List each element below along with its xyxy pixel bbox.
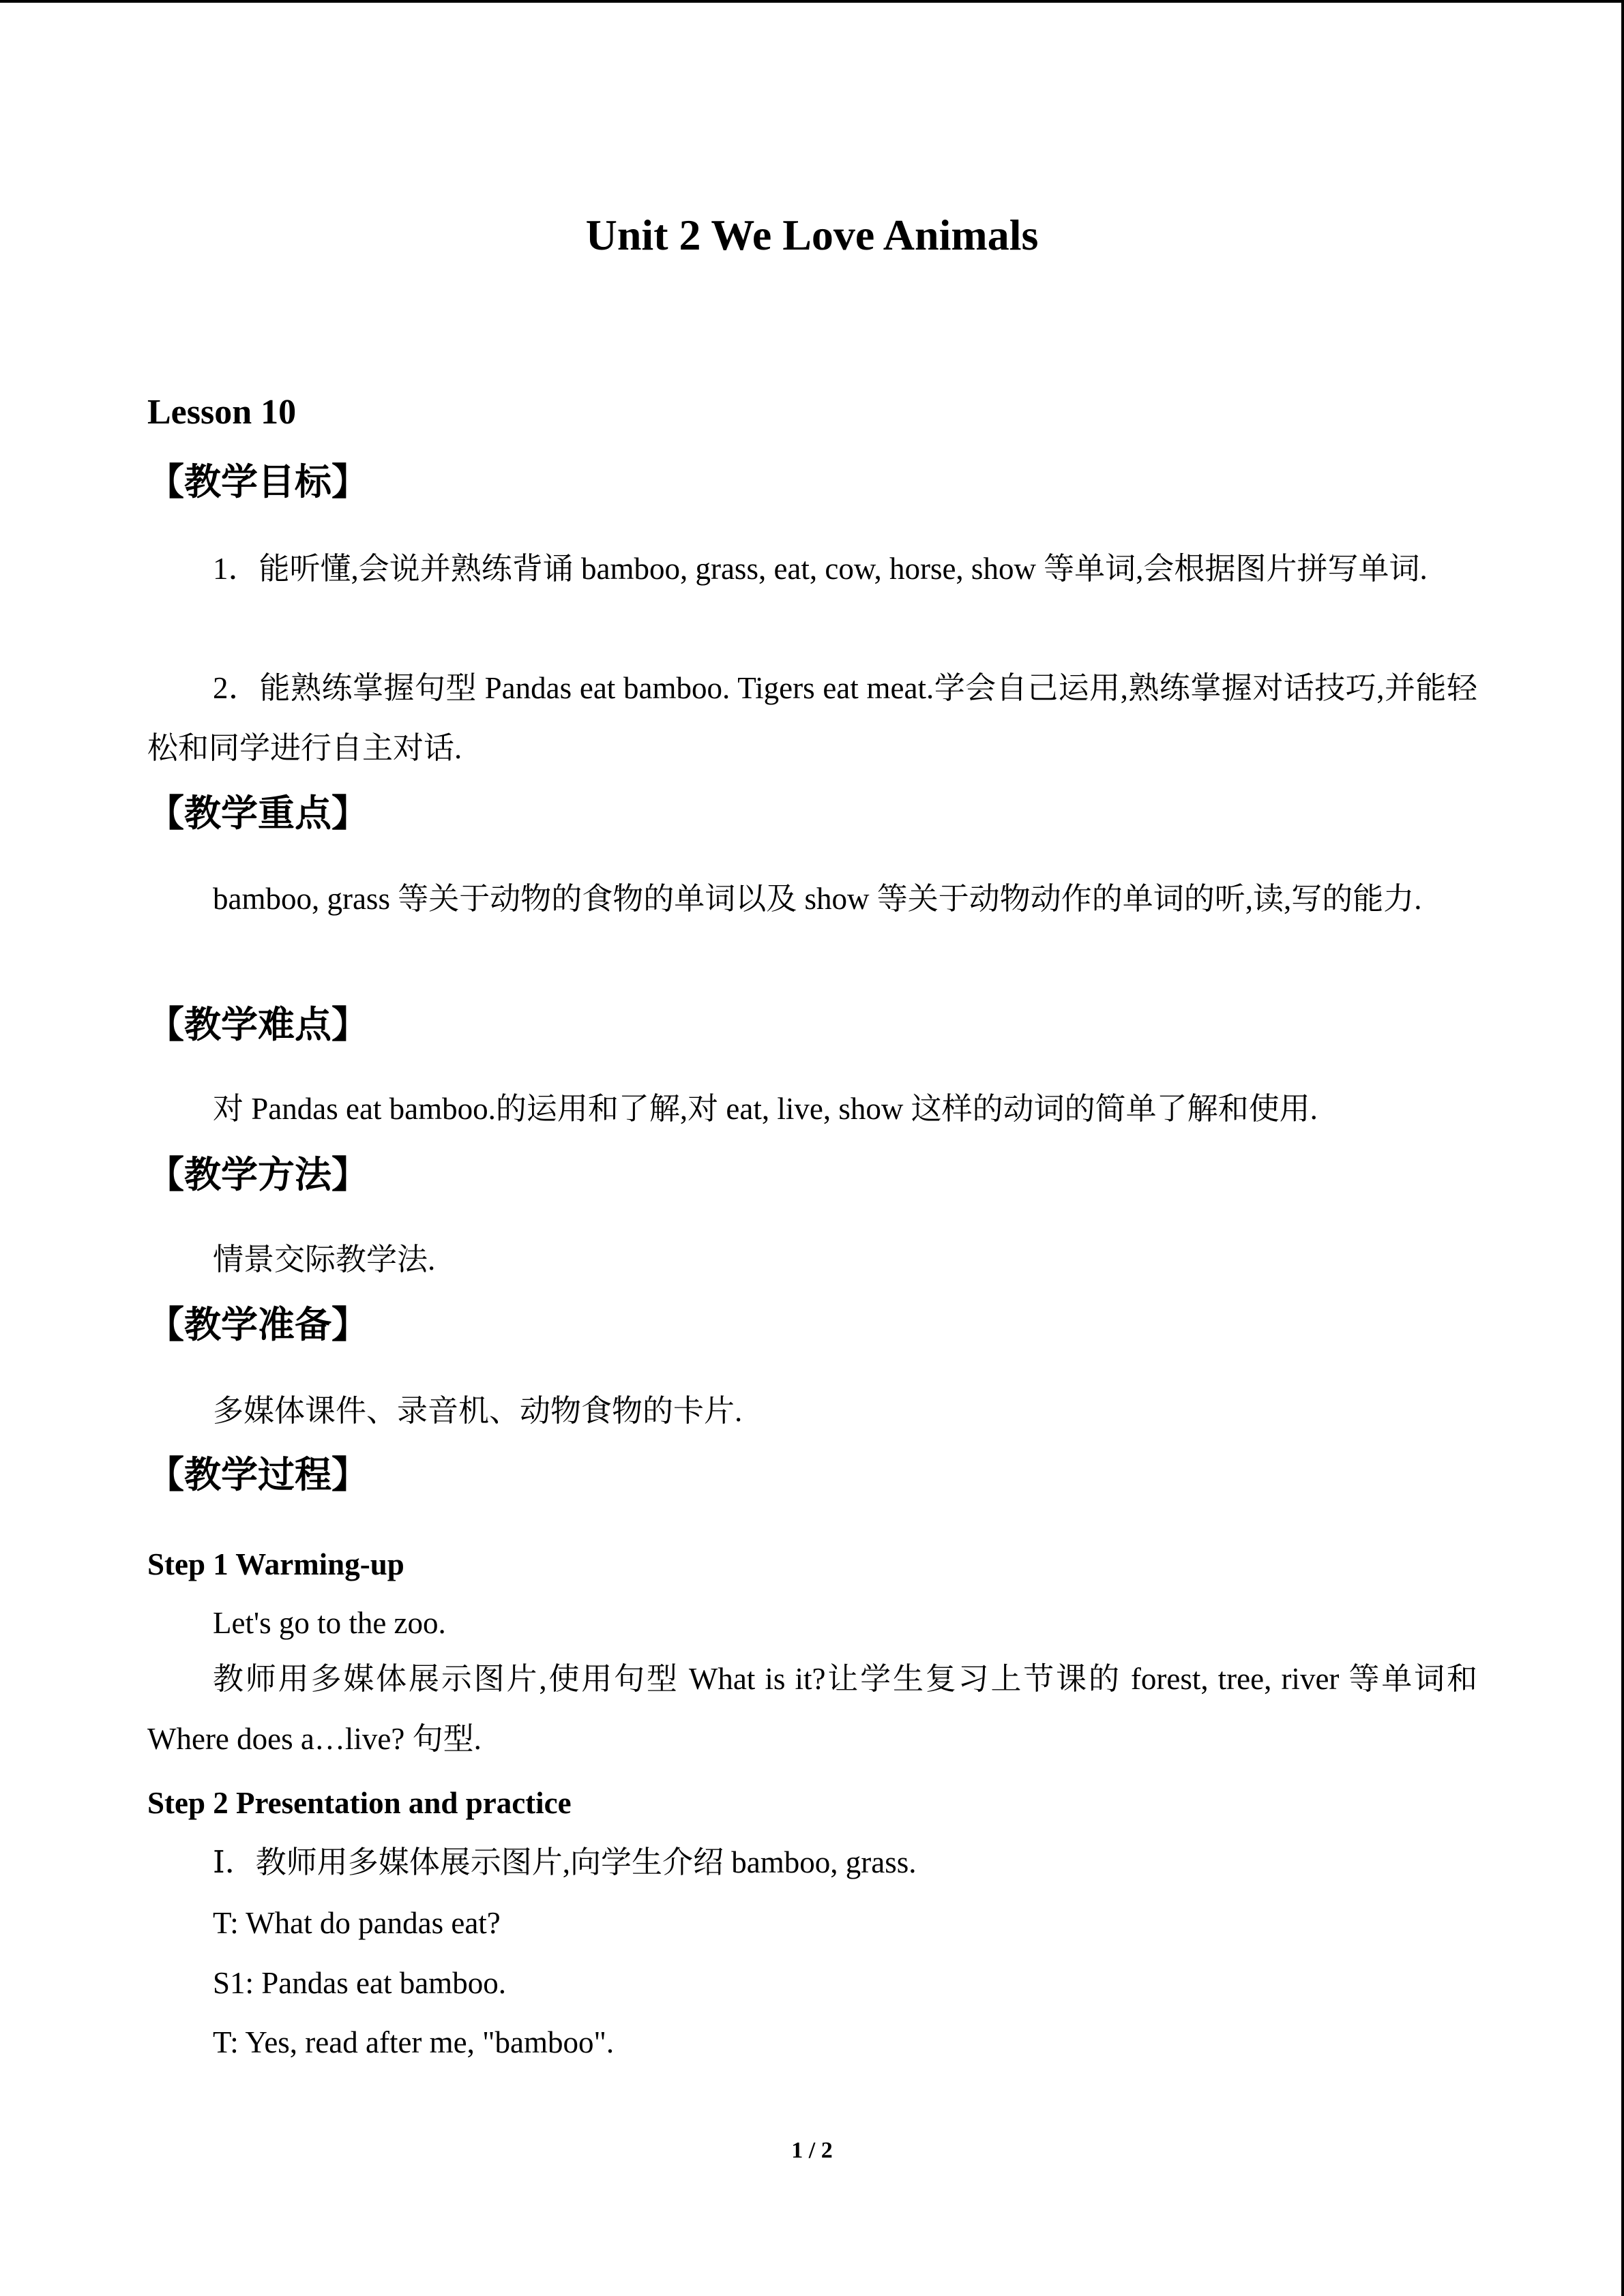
objectives-heading: 【教学目标】 — [147, 460, 368, 503]
step-2-title: Step 2 Presentation and practice — [147, 1786, 572, 1820]
step-2-line-2: T: What do pandas eat? — [213, 1906, 501, 1940]
page-border-top — [0, 0, 1624, 3]
preparation-heading: 【教学准备】 — [147, 1303, 368, 1346]
process-heading: 【教学过程】 — [147, 1453, 368, 1496]
key-points-heading: 【教学重点】 — [147, 792, 368, 835]
step-1-paragraph: 教师用多媒体展示图片,使用句型 What is it?让学生复习上节课的 forest, tree, river 等单词和 Where does a…live? 句型. — [147, 1662, 1477, 1756]
methods-text: 情景交际教学法. — [213, 1242, 436, 1277]
document-title: Unit 2 We Love Animals — [585, 211, 1039, 259]
step-2-line-3: S1: Pandas eat bamboo. — [213, 1966, 506, 2000]
lesson-heading: Lesson 10 — [147, 393, 297, 432]
key-points-text: bamboo, grass 等关于动物的食物的单词以及 show 等关于动物动作的单词的听,读,写的能力. — [213, 882, 1422, 916]
step-1-title: Step 1 Warming-up — [147, 1547, 404, 1581]
methods-heading: 【教学方法】 — [147, 1153, 368, 1196]
difficulties-heading: 【教学难点】 — [147, 1003, 368, 1046]
step-2-line-4: T: Yes, read after me, "bamboo". — [213, 2025, 615, 2059]
page-number: 1 / 2 — [791, 2138, 833, 2163]
page-border-right — [1621, 0, 1624, 2296]
preparation-text: 多媒体课件、录音机、动物食物的卡片. — [213, 1394, 743, 1428]
objective-item-2: 2．能熟练掌握句型 Pandas eat bamboo. Tigers eat meat.学会自己运用,熟练掌握对话技巧,并能轻松和同学进行自主对话. — [147, 671, 1477, 765]
step-2-line-1: Ⅰ．教师用多媒体展示图片,向学生介绍 bamboo, grass. — [213, 1845, 917, 1879]
objective-item-1: 1．能听懂,会说并熟练背诵 bamboo, grass, eat, cow, horse, show 等单词,会根据图片拼写单词. — [213, 552, 1428, 586]
step-1-line: Let's go to the zoo. — [213, 1606, 446, 1640]
difficulties-text: 对 Pandas eat bamboo.的运用和了解,对 eat, live, show 这样的动词的简单了解和使用. — [213, 1092, 1318, 1126]
